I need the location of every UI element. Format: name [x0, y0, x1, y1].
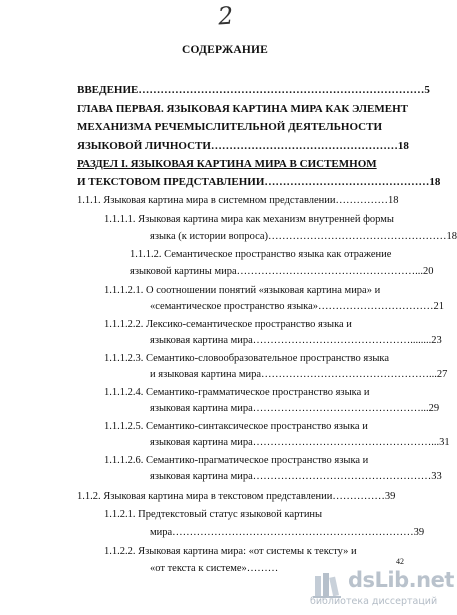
toc-entry: 1.1.1.2. Семантическое пространство языка как отражение	[130, 249, 392, 260]
toc-heading: СОДЕРЖАНИЕ	[181, 44, 269, 56]
toc-entry: ЯЗЫКОВОЙ ЛИЧНОСТИ……………………………………………18	[77, 140, 409, 152]
toc-entry: 1.1.2.2. Языковая картина мира: «от системы к тексту» и	[104, 546, 357, 557]
toc-entry: МЕХАНИЗМА РЕЧЕМЫСЛИТЕЛЬНОЙ ДЕЯТЕЛЬНОСТИ	[77, 121, 383, 133]
toc-entry: ВВЕДЕНИЕ……………………………………………………………………5	[77, 84, 430, 96]
toc-entry: языковая картина мира…………………………………………...29	[150, 403, 440, 414]
toc-entry: «от текста к системе»………	[150, 563, 279, 574]
toc-entry: 1.1.1.2.2. Лексико-семантическое пространство языка и	[104, 319, 352, 330]
toc-entry: языковая картина мира………………………………………........23	[150, 335, 442, 346]
toc-entry: 1.1.1.2.1. О соотношении понятий «языковая картина мира» и	[104, 285, 381, 296]
toc-entry: 1.1.1. Языковая картина мира в системном представлении……………18	[77, 195, 399, 206]
handwritten-page-number: 2	[217, 1, 235, 31]
toc-entry: РАЗДЕЛ I. ЯЗЫКОВАЯ КАРТИНА МИРА В СИСТЕМНОМ	[77, 158, 377, 170]
toc-entry: языковой картины мира……………………………………………...20	[130, 266, 434, 277]
toc-entry: 1.1.1.2.3. Семантико-словообразовательное пространство языка	[104, 353, 389, 364]
toc-entry: 1.1.1.2.6. Семантико-прагматическое пространство языка и	[104, 455, 369, 466]
toc-entry: языковая картина мира……………………………………………...31	[150, 437, 450, 448]
watermark-caption: библиотека диссертаций	[310, 596, 438, 607]
toc-entry: мира……………………………………………………………39	[150, 527, 425, 538]
toc-page-cut: 42	[396, 557, 404, 566]
toc-entry: 1.1.1.2.5. Семантико-синтаксическое пространство языка и	[104, 421, 368, 432]
toc-entry: «семантическое пространство языка»……………………………21	[150, 301, 445, 312]
toc-entry: 1.1.2. Языковая картина мира в текстовом представлении……………39	[77, 491, 396, 502]
toc-entry: и языковая картина мира…………………………………………...27	[150, 369, 448, 380]
toc-entry: ГЛАВА ПЕРВАЯ. ЯЗЫКОВАЯ КАРТИНА МИРА КАК ЭЛЕМЕНТ	[77, 103, 408, 115]
toc-entry: И ТЕКСТОВОМ ПРЕДСТАВЛЕНИИ………………………………………18	[77, 176, 441, 188]
toc-entry: 1.1.1.2.4. Семантико-грамматическое пространство языка и	[104, 387, 370, 398]
toc-entry: 1.1.1.1. Языковая картина мира как механизм внутренней формы	[104, 214, 394, 225]
toc-entry: языка (к истории вопроса)……………………………………………18	[150, 231, 457, 242]
watermark	[306, 566, 454, 612]
watermark-logo: dsLib.net	[348, 568, 454, 592]
toc-entry: языковая картина мира……………………………………………33	[150, 471, 442, 482]
toc-entry: 1.1.2.1. Предтекстовый статус языковой картины	[104, 509, 323, 520]
